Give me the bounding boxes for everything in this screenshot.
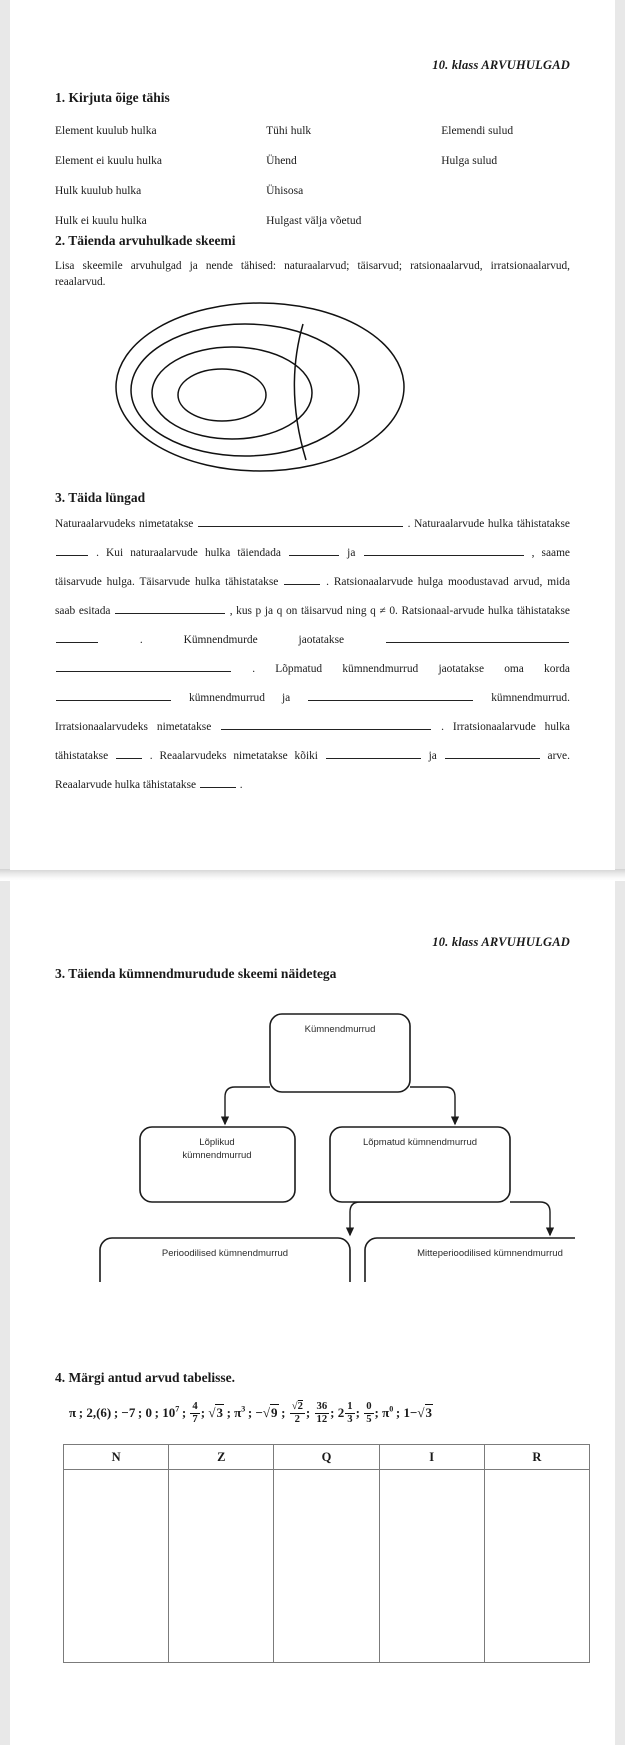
page-2 [10, 880, 615, 1745]
section-2-title: 2. Täienda arvuhulkade skeemi [55, 233, 236, 248]
answer-blank[interactable] [364, 544, 524, 556]
text-run: . Lõpmatud kümnendmurrud jaotatakse oma korda [252, 663, 570, 676]
page-2-header: 10. klass ARVUHULGAD [432, 935, 570, 949]
connector-infinite-to-periodic [350, 1202, 400, 1235]
math-token-neg-sqrt9: −√9 ; [255, 1404, 286, 1420]
table-row [64, 1470, 590, 1663]
answer-blank[interactable] [284, 573, 320, 585]
math-token-sqrt2-over-2: $\frac{√2}{2}$ [291, 1401, 303, 1425]
flow-node-finite[interactable] [140, 1127, 295, 1202]
section-3-fill-in-paragraph [55, 510, 570, 801]
math-token-pi-zero: $\pi^0$ ; [382, 1404, 401, 1420]
flow-node-periodic[interactable] [100, 1238, 350, 1282]
table-cell-z[interactable] [169, 1470, 274, 1663]
answer-blank[interactable] [221, 718, 431, 730]
answer-blank[interactable] [56, 544, 88, 556]
math-token-neg7: −7 ; [121, 1404, 143, 1420]
section-3b-title: 3. Täienda kümnendmurudude skeemi näidetega [55, 966, 337, 981]
symbol-row-label-3: Elemendi sulud [441, 125, 514, 137]
flow-node-nonperiodic-label: Mitteperioodilised kümnendmurrud [417, 1248, 563, 1259]
symbol-row [55, 215, 570, 227]
answer-blank[interactable] [326, 748, 421, 760]
table-cell-n[interactable] [64, 1470, 169, 1663]
symbol-row-label-1: Hulk ei kuulu hulka [55, 215, 147, 227]
symbol-row [55, 125, 570, 137]
table-header-n: N [64, 1445, 169, 1470]
math-token-power10: $10^7$ ; [162, 1404, 187, 1420]
table-header-row [64, 1445, 590, 1470]
answer-blank[interactable] [56, 631, 98, 643]
math-token-two-and-one-third: 2 $\frac{1}{3}$ [337, 1401, 353, 1425]
text-run: . Irratsionaalarvude hulka tähistatakse [55, 721, 570, 763]
flowchart-svg [55, 992, 575, 1282]
connector-infinite-to-nonperiodic [510, 1202, 550, 1235]
table-header-r: R [484, 1445, 589, 1470]
symbol-row-label-1: Element kuulub hulka [55, 125, 157, 137]
symbol-row [55, 155, 570, 167]
text-run: Naturaalarvudeks nimetatakse [55, 517, 194, 530]
flow-node-root-label: Kümnendmurrud [304, 1024, 376, 1035]
symbol-row-label-2: Ühend [266, 155, 297, 167]
answer-blank[interactable] [56, 660, 231, 672]
flow-node-finite-label: Lõplikud [199, 1137, 235, 1148]
text-run: kümnendmurrud ja [189, 692, 291, 705]
table-header-i: I [379, 1445, 484, 1470]
math-token-repeating: 2,(6) ; [86, 1404, 119, 1420]
section-1-title: 1. Kirjuta õige tähis [55, 90, 170, 105]
answer-blank[interactable] [289, 544, 339, 556]
symbol-row [55, 185, 570, 197]
decimal-fractions-flowchart [55, 992, 570, 1292]
section-4-title: 4. Märgi antud arvud tabelisse. [55, 1370, 236, 1385]
symbol-row-label-1: Element ei kuulu hulka [55, 155, 162, 167]
text-run: . Reaalarvudeks nimetatakse kõiki [149, 750, 318, 763]
math-token-one-minus-sqrt3: 1−√3 [403, 1404, 432, 1420]
text-run: arve. Reaalarvude hulka tähistatakse [55, 750, 570, 792]
symbol-row-label-2: Ühisosa [266, 185, 304, 197]
answer-blank[interactable] [386, 631, 569, 643]
page-1 [10, 0, 615, 870]
text-run: . Kümnendmurde jaotatakse [139, 634, 345, 647]
answer-blank[interactable] [198, 515, 403, 527]
table-cell-r[interactable] [484, 1470, 589, 1663]
section-3-title: 3. Täida lüngad [55, 489, 146, 505]
table-header-z: Z [169, 1445, 274, 1470]
math-token-sqrt3: √3 ; [208, 1404, 231, 1420]
symbol-row-label-2: Tühi hulk [266, 125, 312, 137]
text-run: . [239, 779, 243, 792]
symbol-row-label-3: Hulga sulud [441, 155, 498, 167]
number-sets-table [63, 1444, 590, 1663]
answer-blank[interactable] [445, 748, 540, 760]
flow-node-infinite-label: Lõpmatud kümnendmurrud [362, 1137, 478, 1148]
table-header-q: Q [274, 1445, 379, 1470]
text-run: . Ratsionaalarvude hulga moodustavad arvud, mida saab esitada [55, 575, 570, 617]
text-run: . Kui naturaalarvude hulka täiendada [96, 546, 281, 559]
section-2-instruction: Lisa skeemile arvuhulgad ja nende tähised: naturaalarvud; täisarvud; ratsionaalarvud, irratsionaalarvud, reaalarvud. [55, 260, 570, 289]
symbol-row-label-3 [441, 215, 570, 227]
math-token-36-over-12: $\frac{36}{12}$ [316, 1401, 328, 1425]
table-cell-q[interactable] [274, 1470, 379, 1663]
flow-node-infinite[interactable] [330, 1127, 510, 1202]
text-run: ja [428, 750, 437, 763]
text-run: kümnendmurrud. Irratsionaalarvudeks nimetatakse [55, 692, 570, 734]
answer-blank[interactable] [56, 689, 171, 701]
numbers-expression: π ; 2,(6) ; −7 ; 0 ; $10^7$ ; $\frac{4}{7}$ ; √3 ; $\pi^3$ ; −√9 ; $\frac{√2}{2}$ ; $\frac{36}{12}$ ; 2 $\frac{1}{3}$ ; $\frac{0}{5}$ ; $\pi^0$ ; 1−√3 [69, 1401, 432, 1425]
flow-node-root[interactable] [270, 1014, 410, 1092]
number-sets-venn-diagram [55, 297, 570, 482]
page-1-header: 10. klass ARVUHULGAD [432, 58, 570, 72]
symbol-row-label-1: Hulk kuulub hulka [55, 185, 142, 197]
answer-blank[interactable] [308, 689, 473, 701]
connector-root-to-infinite [410, 1087, 455, 1124]
venn-ellipses-svg [110, 297, 410, 477]
answer-blank[interactable] [200, 777, 236, 789]
math-token-pi-cubed: $\pi^3$ ; [234, 1404, 253, 1420]
symbol-row-label-2: Hulgast välja võetud [266, 215, 362, 227]
flow-node-nonperiodic[interactable] [365, 1238, 575, 1282]
answer-blank[interactable] [116, 748, 142, 760]
flow-node-finite-label-2: kümnendmurrud [182, 1150, 252, 1161]
flow-node-periodic-label: Perioodilised kümnendmurrud [161, 1248, 289, 1259]
math-token-four-sevenths: $\frac{4}{7}$ [192, 1401, 198, 1425]
connector-root-to-finite [225, 1087, 270, 1124]
text-run: , kus p ja q on täisarvud ning q ≠ 0. Ratsionaal-arvude hulka tähistatakse [229, 604, 570, 617]
table-cell-i[interactable] [379, 1470, 484, 1663]
math-token-pi: π ; [69, 1404, 84, 1420]
text-run: , saame täisarvude hulga. Täisarvude hulka tähistatakse [55, 546, 570, 588]
text-run: ja [347, 546, 356, 559]
answer-blank[interactable] [115, 602, 225, 614]
text-run: . Naturaalarvude hulka tähistatakse [407, 517, 570, 530]
math-token-zero: 0 ; [145, 1404, 159, 1420]
symbol-row-label-3 [441, 185, 570, 197]
math-token-0-over-5: $\frac{0}{5}$ [366, 1401, 372, 1425]
